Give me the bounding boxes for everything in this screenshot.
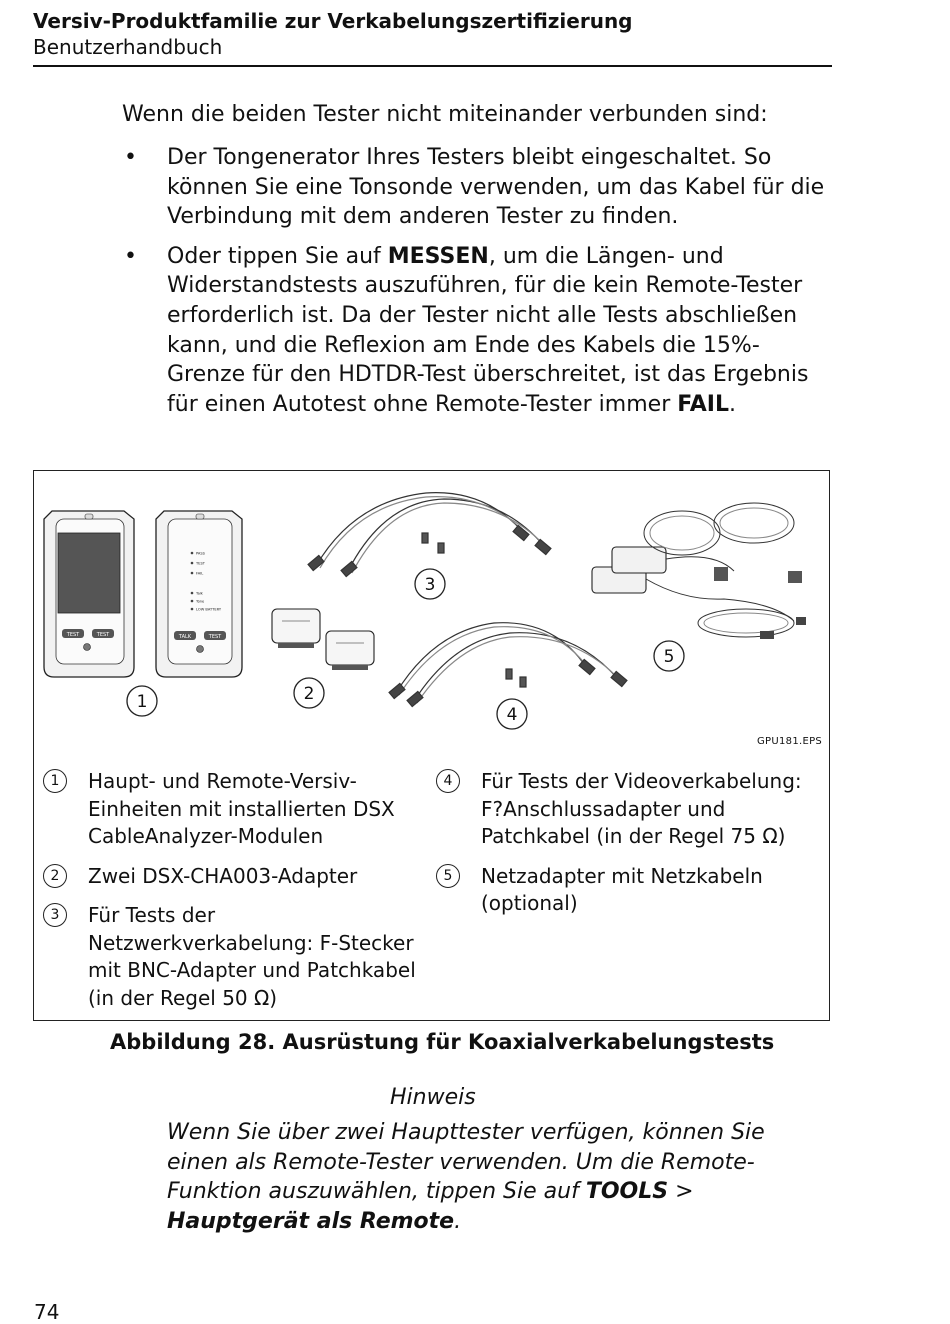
callout-number: 3: [424, 575, 436, 595]
legend-number: 5: [436, 864, 460, 888]
bullet-item: [122, 242, 837, 420]
figure-legend-left: [33, 768, 423, 1024]
legend-number: 2: [43, 864, 67, 888]
remote-led-label: FAIL: [196, 571, 204, 576]
bullet-dot: •: [124, 243, 137, 269]
video-patch-cables: [389, 623, 627, 707]
legend-item: [426, 768, 816, 851]
remote-btn-right-label: TEST: [208, 634, 222, 640]
note-bold-remote: Hauptgerät als Remote: [167, 1208, 455, 1234]
note-text-start: Wenn Sie über zwei Haupttester verfügen, können Sie einen als Remote-Tester verwenden. Um die Remote-Funktion auszuwählen, tippen Sie auf: [167, 1120, 765, 1205]
legend-item: [33, 902, 423, 1012]
legend-number: 4: [436, 769, 460, 793]
callout-number: 4: [506, 705, 518, 725]
remote-tester-image: [156, 511, 242, 677]
legend-item: [33, 768, 423, 851]
note-title: Hinweis: [390, 1085, 476, 1110]
page-number: 74: [34, 1300, 60, 1324]
remote-btn-left-label: TALK: [178, 634, 192, 640]
power-adapter-images: [592, 503, 806, 639]
note-text-middle: >: [668, 1179, 694, 1205]
callout-number: 5: [663, 647, 675, 667]
main-btn-left-label: TEST: [66, 632, 80, 638]
bullet-text: Der Tongenerator Ihres Testers bleibt eingeschaltet. So können Sie eine Tonsonde verwenden, um das Kabel für die Verbindung mit dem anderen Tester zu finden.: [167, 145, 825, 230]
legend-item: [33, 863, 423, 891]
callout-number: 1: [136, 692, 148, 712]
remote-led-label: Talk: [196, 591, 203, 596]
cha003-adapter-images: [272, 609, 374, 670]
legend-number: 3: [43, 903, 67, 927]
legend-text: Haupt- und Remote-Versiv-Einheiten mit installierten DSX CableAnalyzer-Modulen: [88, 769, 395, 848]
legend-text: Zwei DSX-CHA003-Adapter: [88, 863, 358, 888]
header-subtitle: Benutzerhandbuch: [33, 35, 223, 59]
note-text-end: .: [454, 1208, 462, 1234]
note-bold-tools: TOOLS: [585, 1179, 669, 1205]
figure-legend-right: [426, 768, 816, 930]
legend-item: [426, 863, 816, 918]
intro-text: Wenn die beiden Tester nicht miteinander verbunden sind:: [122, 102, 768, 127]
bullet-text-end: .: [728, 391, 736, 417]
legend-text: Netzadapter mit Netzkabeln (optional): [481, 863, 763, 915]
remote-led-label: LOW BATTERY: [196, 607, 222, 612]
legend-number: 1: [43, 769, 67, 793]
bold-messen: MESSEN: [387, 243, 489, 269]
legend-text: Für Tests der Netzwerkverkabelung: F-Stecker mit BNC-Adapter und Patchkabel (in der Regel 50 Ω): [88, 903, 416, 1010]
bullet-item: [122, 143, 837, 232]
remote-led-label: TEST: [196, 561, 205, 566]
callout-number: 2: [303, 684, 315, 704]
bold-fail: FAIL: [677, 391, 729, 417]
header-title: Versiv-Produktfamilie zur Verkabelungszertifizierung: [33, 9, 633, 33]
header-rule: [33, 65, 832, 67]
network-patch-cables: [308, 493, 551, 577]
bullet-dot: •: [124, 145, 137, 170]
main-tester-image: [44, 511, 134, 677]
bullet-list: [122, 143, 837, 429]
legend-text: Für Tests der Videoverkabelung: F?Anschlussadapter und Patchkabel (in der Regel 75 Ω): [481, 769, 802, 848]
bullet-text-start: Oder tippen Sie auf: [167, 243, 388, 269]
note-body: [167, 1118, 767, 1236]
remote-led-label: Tone: [196, 599, 205, 604]
main-btn-right-label: TEST: [96, 632, 110, 638]
bullet-text-middle: , um die Längen- und Widerstandstests auszuführen, für die kein Remote-Tester erforderlich ist. Da der Tester nicht alle Tests abschließen kann, und die Reflexion am Ende des Kabels die 15%-Grenze für den HDTDR-Test überschreitet, ist das Ergebnis für einen Autotest ohne Remote-Tester immer: [167, 243, 809, 417]
figure-file-label: GPU181.EPS: [757, 736, 823, 747]
page-header: [33, 8, 833, 60]
equipment-illustration: [34, 471, 831, 761]
remote-led-label: PASS: [196, 551, 205, 556]
figure-caption: Abbildung 28. Ausrüstung für Koaxialverkabelungstests: [110, 1030, 775, 1054]
